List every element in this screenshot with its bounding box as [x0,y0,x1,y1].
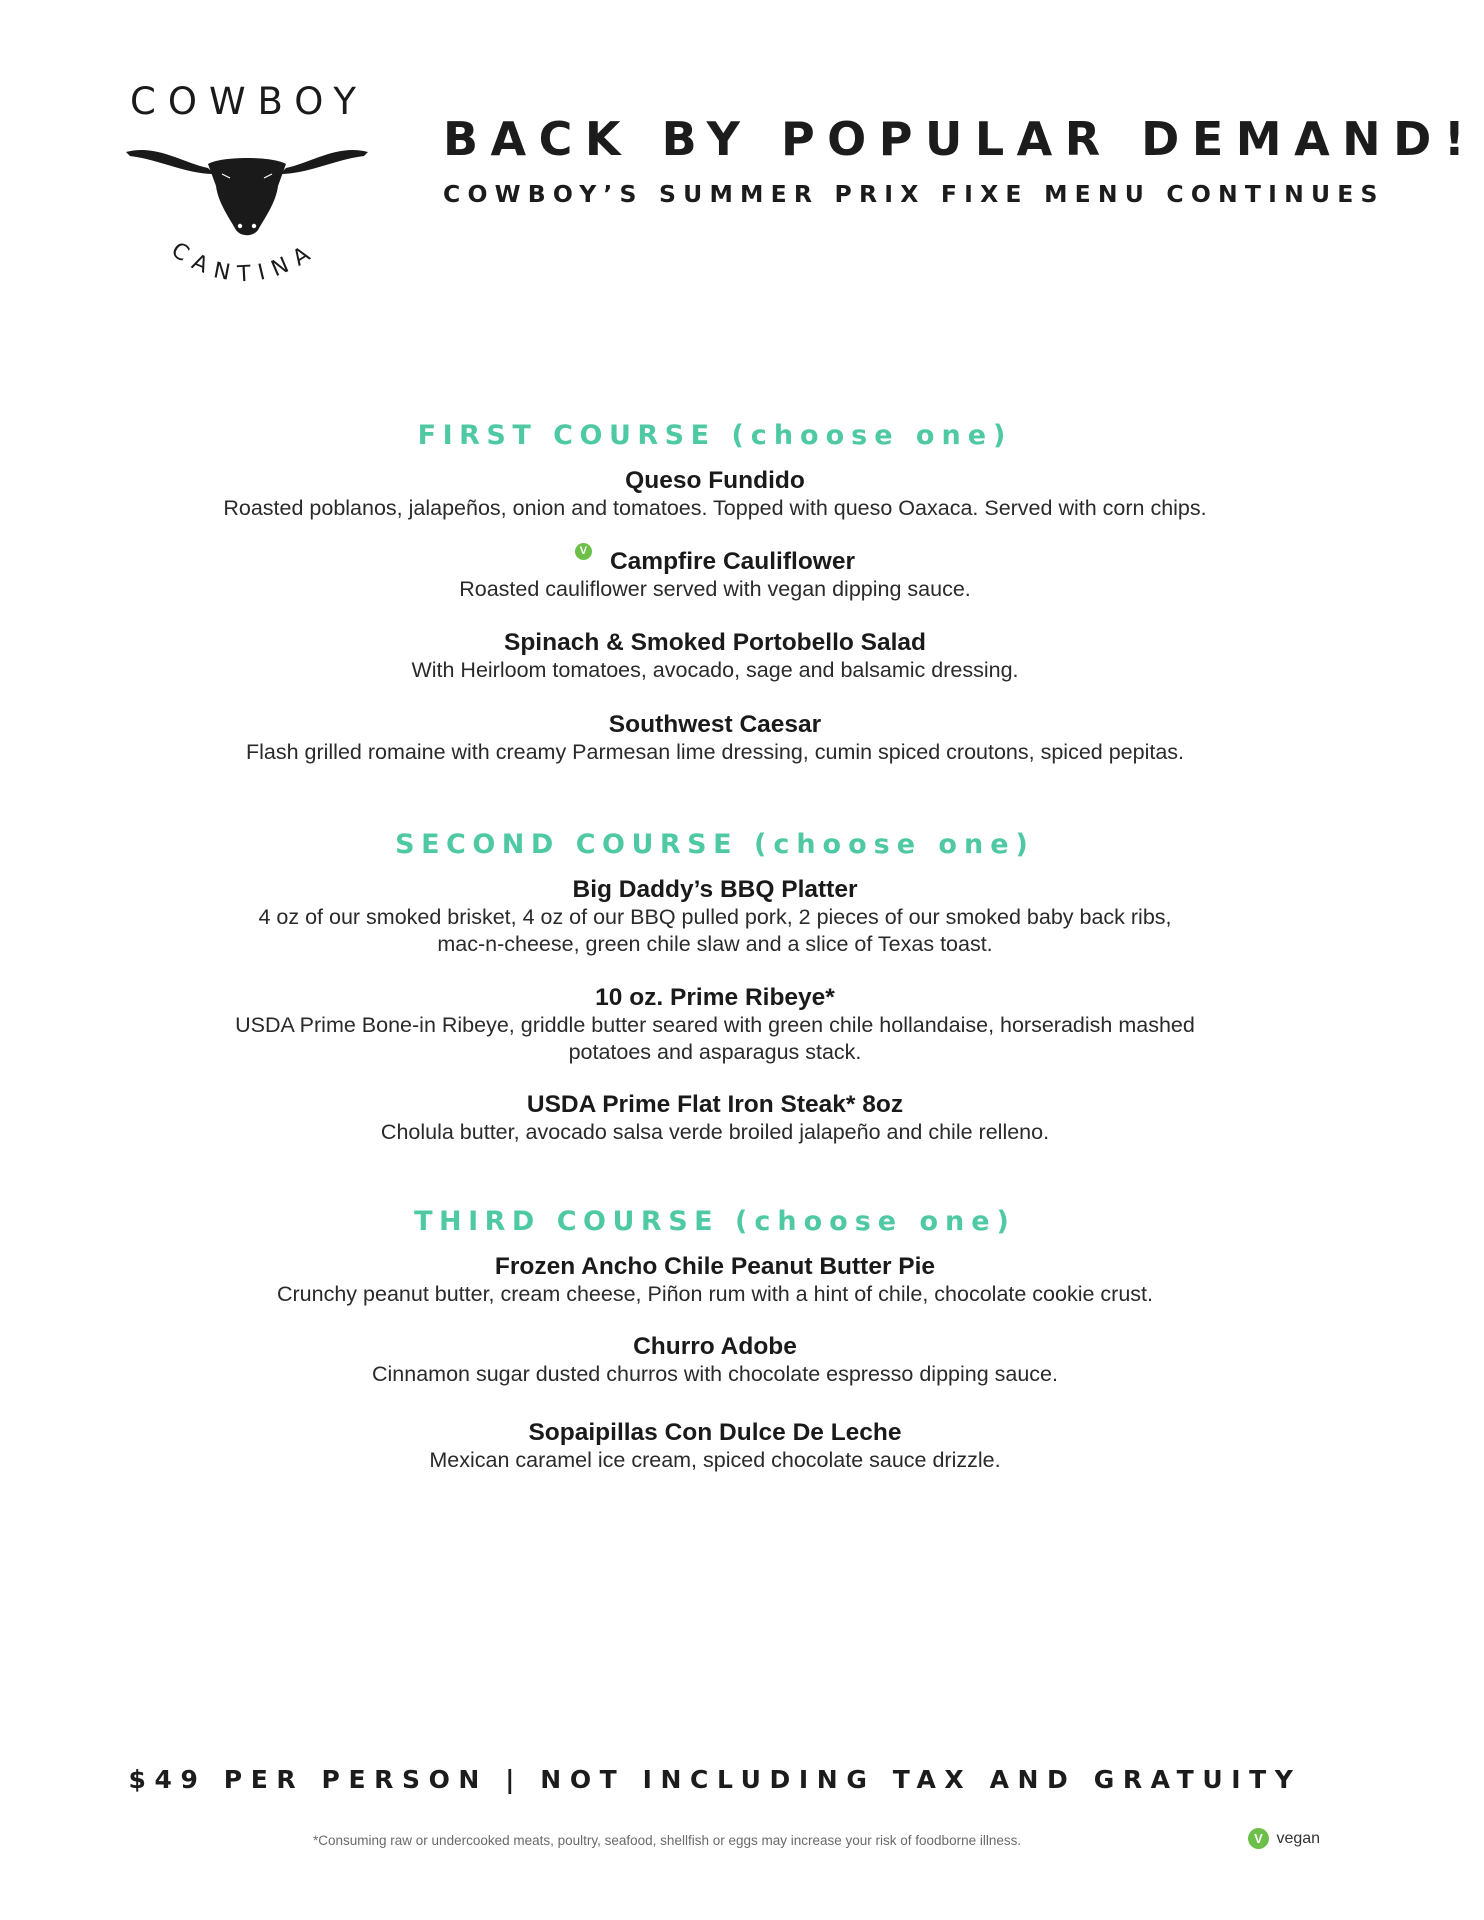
course-choose-note: (choose one) [731,420,1013,451]
menu-item-name: Sopaipillas Con Dulce De Leche [528,1419,902,1446]
course-title-first [0,420,1430,451]
logo-word-cantina [118,220,368,300]
menu-item [0,466,1430,522]
page-header [443,112,1478,208]
menu-item [0,1418,1430,1474]
menu-item [0,875,1430,958]
menu-item [0,1090,1430,1146]
subheadline: COWBOY’S SUMMER PRIX FIXE MENU CONTINUES [443,180,1385,208]
menu-item-description: Crunchy peanut butter, cream cheese, Piñon rum with a hint of chile, chocolate cookie crust. [277,1282,1153,1306]
menu-item-description: With Heirloom tomatoes, avocado, sage and balsamic dressing. [411,658,1019,682]
menu-item-name: Southwest Caesar [608,711,822,738]
vegan-legend-label: vegan [1276,1829,1321,1847]
menu-item [0,1252,1430,1308]
menu-item-description: Flash grilled romaine with creamy Parmesan lime dressing, cumin spiced croutons, spiced pepitas. [245,740,1185,764]
course-title-label: THIRD COURSE [414,1206,720,1237]
menu-item-description: Cinnamon sugar dusted churros with chocolate espresso dipping sauce. [371,1362,1058,1386]
menu-item-description: Mexican caramel ice cream, spiced chocolate sauce drizzle. [429,1448,1001,1472]
headline: BACK BY POPULAR DEMAND! [443,112,1478,166]
menu-item-description: USDA Prime Bone-in Ribeye, griddle butter seared with green chile hollandaise, horseradish mashed potatoes and asparagus stack. [235,1013,1195,1064]
menu-item [0,710,1430,766]
menu-item [0,547,1430,603]
menu-item-name: Campfire Cauliflower [609,548,856,575]
cowboy-cantina-logo [118,70,368,290]
menu-item-description: 4 oz of our smoked brisket, 4 oz of our BBQ pulled pork, 2 pieces of our smoked baby back ribs, mac-n-cheese, green chile slaw and a slice of Texas toast. [258,905,1172,956]
menu-item-name: Frozen Ancho Chile Peanut Butter Pie [494,1253,936,1280]
vegan-icon: V [1248,1828,1269,1849]
menu-item-name: Big Daddy’s BBQ Platter [572,876,858,903]
vegan-icon: V [575,543,592,560]
course-title-label: FIRST COURSE [417,420,716,451]
course-title-third [0,1206,1430,1237]
menu-item [0,983,1430,1066]
course-title-second [0,829,1430,860]
menu-item [0,628,1430,684]
menu-item-name: USDA Prime Flat Iron Steak* 8oz [526,1091,904,1118]
course-choose-note: (choose one) [735,1206,1016,1237]
menu-item-description: Roasted cauliflower served with vegan dipping sauce. [459,577,971,601]
menu-item-name-row [0,547,1430,576]
course-title-label: SECOND COURSE [395,829,739,860]
menu-item-description: Cholula butter, avocado salsa verde broiled jalapeño and chile relleno. [380,1120,1050,1144]
svg-text:CANTINA: CANTINA [166,237,323,288]
vegan-legend [1248,1828,1320,1849]
menu-item-name: Queso Fundido [625,467,805,494]
menu-item-description: Roasted poblanos, jalapeños, onion and tomatoes. Topped with queso Oaxaca. Served with corn chips. [223,496,1207,520]
course-choose-note: (choose one) [753,829,1035,860]
menu-item-name: Churro Adobe [633,1333,797,1360]
menu-item-name: Spinach & Smoked Portobello Salad [503,629,927,656]
foodborne-disclaimer: *Consuming raw or undercooked meats, poultry, seafood, shellfish or eggs may increase your risk of foodborne illness. [313,1833,1022,1848]
logo-word-cowboy: COWBOY [130,80,368,123]
price-line: $49 PER PERSON | NOT INCLUDING TAX AND GRATUITY [128,1765,1302,1794]
menu-item-name: 10 oz. Prime Ribeye* [595,984,835,1011]
menu-item [0,1332,1430,1388]
